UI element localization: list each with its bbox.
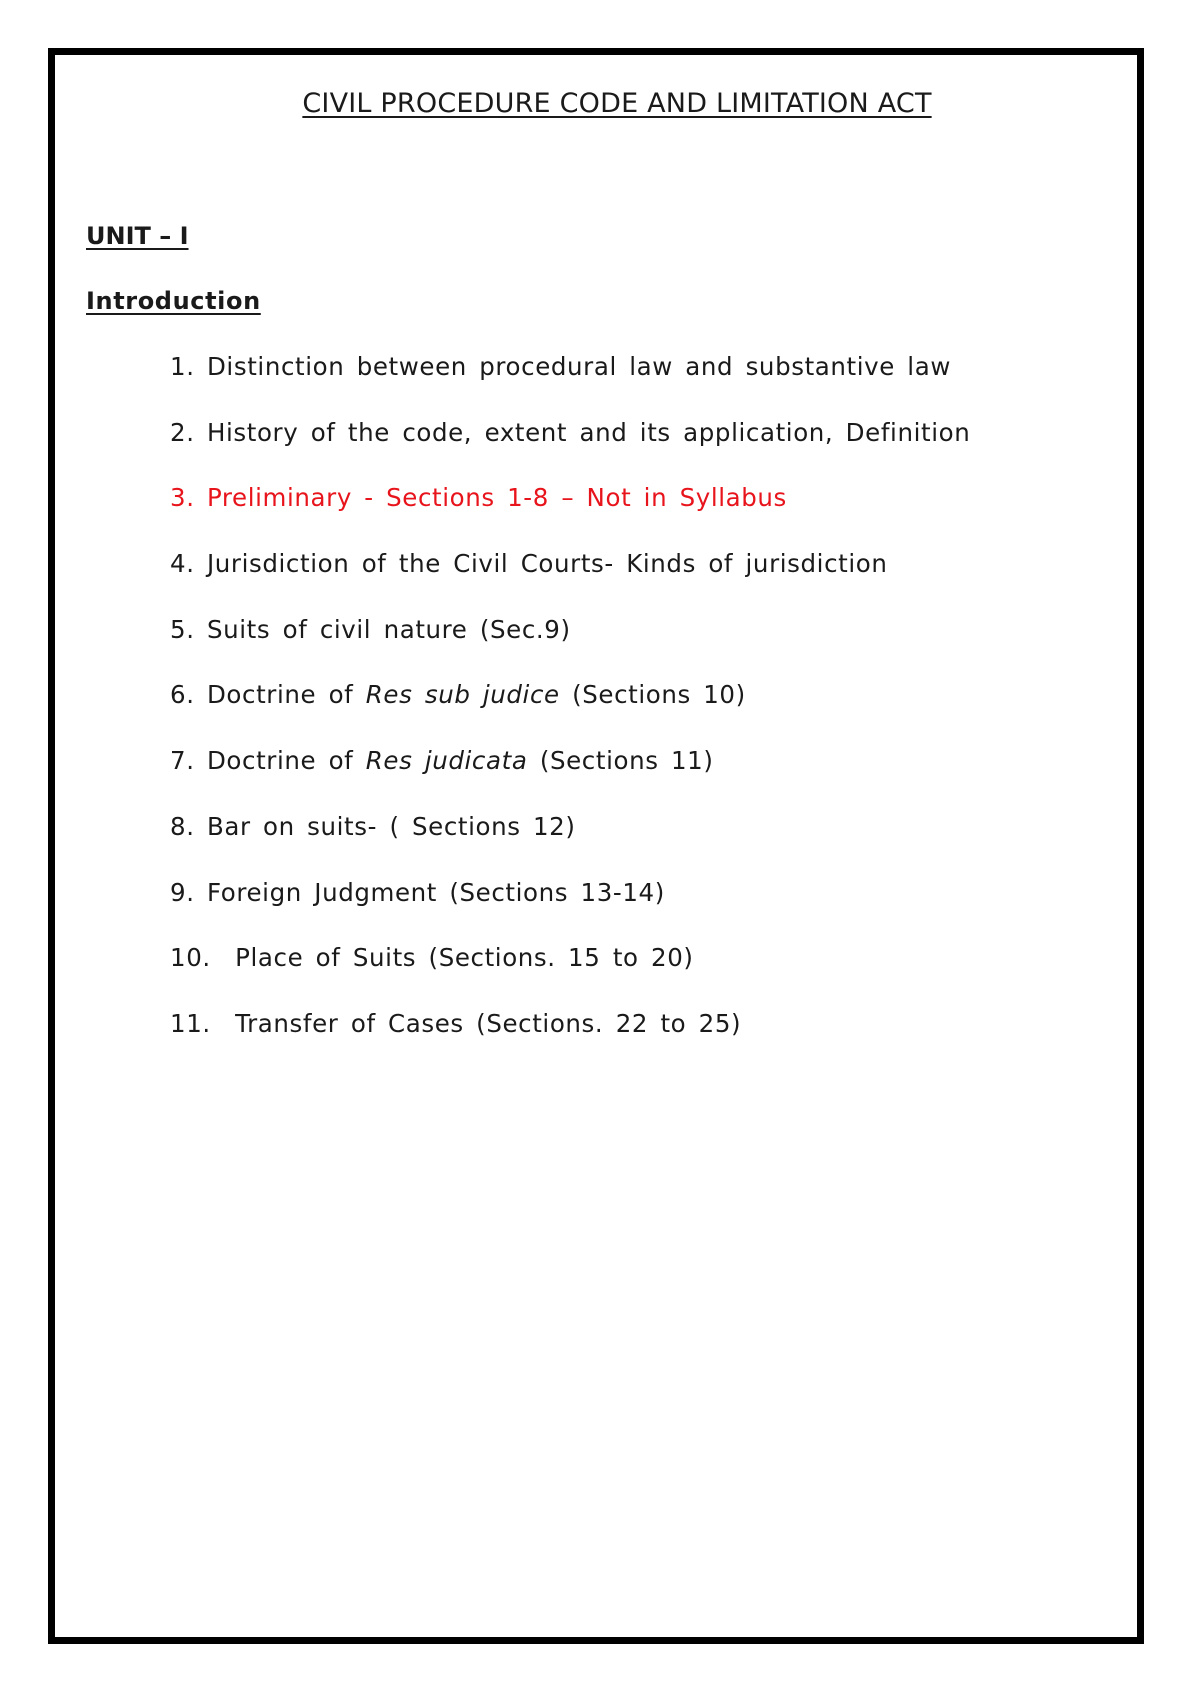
topic-item: [170, 746, 970, 812]
topic-text-after: (Sections 11): [527, 746, 714, 776]
topic-text-after: (Sections 10): [559, 680, 746, 710]
topic-number: 7.: [170, 746, 195, 776]
topic-number: 6.: [170, 680, 195, 710]
topic-text: Bar on suits- ( Sections 12): [206, 811, 576, 841]
topic-item: [170, 1009, 970, 1075]
topic-text: History of the code, extent and its application, Definition: [206, 417, 971, 447]
topic-number: 10.: [170, 943, 211, 973]
topic-text: Foreign Judgment (Sections 13-14): [206, 877, 665, 907]
topic-text: Place of Suits (Sections. 15 to 20): [235, 943, 694, 973]
topic-item: [170, 418, 970, 484]
topic-number: 11.: [170, 1008, 211, 1038]
topic-number: 8.: [170, 811, 195, 841]
topic-number: 1.: [170, 352, 195, 381]
topic-number: 3.: [170, 483, 195, 513]
unit-heading: UNIT – I: [86, 222, 189, 250]
topic-number: 4.: [170, 549, 195, 579]
topic-text-before: Doctrine of: [206, 746, 366, 776]
topic-list: [170, 352, 970, 1075]
topic-text-before: Doctrine of: [206, 680, 366, 710]
topic-item-highlighted: [170, 483, 970, 549]
topic-number: 2.: [170, 417, 195, 447]
topic-item: [170, 812, 970, 878]
document-title: CIVIL PROCEDURE CODE AND LIMITATION ACT: [302, 88, 932, 119]
topic-text: Transfer of Cases (Sections. 22 to 25): [235, 1008, 742, 1038]
topic-item: [170, 352, 970, 418]
topic-item: [170, 615, 970, 681]
topic-item: [170, 878, 970, 944]
topic-text-italic: Res sub judice: [365, 680, 560, 710]
topic-text: Preliminary - Sections 1-8 – Not in Syllabus: [206, 483, 787, 513]
topic-item: [170, 943, 970, 1009]
topic-text-italic: Res judicata: [365, 746, 528, 776]
topic-number: 9.: [170, 877, 195, 907]
topic-text: Suits of civil nature (Sec.9): [206, 614, 571, 644]
topic-number: 5.: [170, 614, 195, 644]
topic-text: Distinction between procedural law and substantive law: [206, 352, 951, 381]
topic-item: [170, 680, 970, 746]
section-heading: Introduction: [86, 287, 261, 315]
topic-text: Jurisdiction of the Civil Courts- Kinds of jurisdiction: [206, 549, 888, 579]
topic-item: [170, 549, 970, 615]
